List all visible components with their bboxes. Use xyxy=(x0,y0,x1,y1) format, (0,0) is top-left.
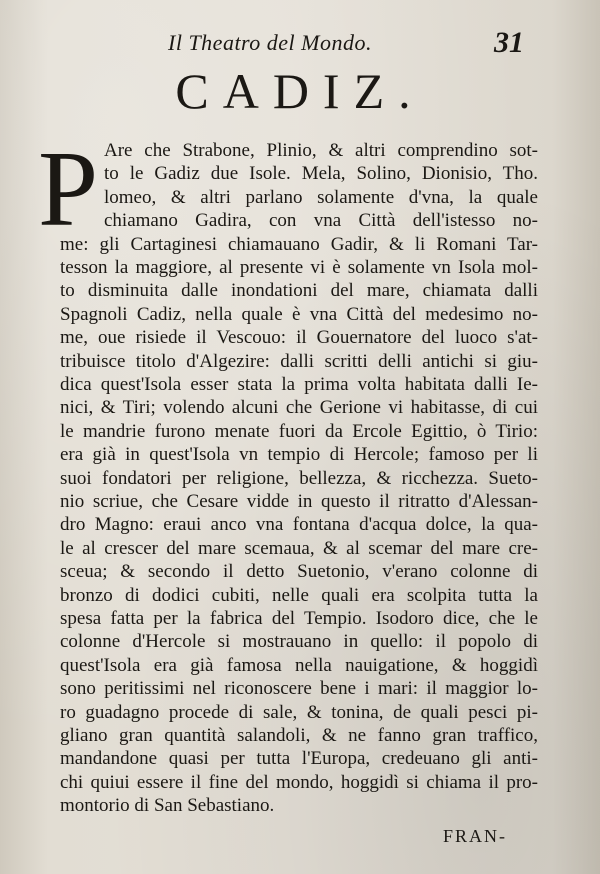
text-line: ro guadagno procede di sale, & tonina, de quali pesci pi- xyxy=(60,701,538,723)
text-line: le al crescer del mare scemaua, & al scemar del mare cre- xyxy=(60,537,538,559)
text-line: sono peritissimi nel riconoscere bene i mari: il maggior lo- xyxy=(60,678,538,700)
text-line: to le Gadiz due Isole. Mela, Solino, Dionisio, Tho. xyxy=(104,163,538,185)
drop-cap: P xyxy=(37,130,99,249)
text-line: gliano gran quantità salandoli, & ne fanno gran traffico, xyxy=(60,725,538,746)
text-line: era già in quest'Isola vn tempio di Hercole; famoso per li xyxy=(60,444,538,466)
text-line: mandandone quasi per tutta l'Europa, credeuano gli anti- xyxy=(60,748,538,770)
text-line: sceua; & secondo il detto Suetonio, v'erano colonne di xyxy=(60,561,538,583)
text-line: quest'Isola era già famosa nella nauigatione, & hoggidì xyxy=(60,654,538,676)
text-line: bronzo di dodici cubiti, nelle quali era scolpita tutta la xyxy=(60,584,538,606)
text-line: me: gli Cartaginesi chiamauano Gadir, & li Romani Tar- xyxy=(60,233,538,255)
page-number: 31 xyxy=(494,26,524,59)
text-line: nici, & Tiri; volendo alcuni che Gerione vi habitasse, di cui xyxy=(60,397,538,419)
page-title: CADIZ. xyxy=(175,63,425,119)
text-line: montorio di San Sebastiano. xyxy=(60,795,275,817)
text-line: spesa fatta per la fabrica del Tempio. Isodoro dice, che le xyxy=(60,608,538,629)
running-head: Il Theatro del Mondo. xyxy=(168,30,372,55)
text-line: tesson la maggiore, al presente vi è solamente vn Isola mol- xyxy=(60,257,538,278)
text-line: chiamano Gadira, con vna Città dell'istesso no- xyxy=(104,210,538,232)
text-line: colonne d'Hercole si mostrauano in quello: il popolo di xyxy=(60,631,538,653)
text-line: me, oue risiede il Vescouo: il Gouernatore del luoco s'at- xyxy=(60,327,538,349)
text-line: nio scriue, che Cesare vidde in questo il ritratto d'Alessan- xyxy=(60,491,538,512)
text-line: tribuisce titolo d'Algezire: dalli scritti delli antichi si giu- xyxy=(60,350,538,372)
text-line: Are che Strabone, Plinio, & altri comprendino sot- xyxy=(104,140,538,161)
text-line: chi quiui essere il fine del mondo, hoggidì si chiama il pro- xyxy=(60,771,538,793)
text-line: le mandrie furono menate fuori da Ercole Egittio, ò Tirio: xyxy=(60,420,538,442)
text-line: dro Magno: eraui anco vna fontana d'acqua dolce, la qua- xyxy=(60,514,538,536)
text-line: Spagnoli Cadiz, nella quale è vna Città del medesimo no- xyxy=(60,303,538,325)
text-line: dica quest'Isola esser stata la prima volta habitata dalli Ie- xyxy=(60,374,538,395)
text-line: suoi fondatori per religione, bellezza, & ricchezza. Sueto- xyxy=(60,467,538,489)
text-line: to disminuita dalle inondationi del mare, chiamata dalli xyxy=(60,280,538,302)
text-line: lomeo, & altri parlano solamente d'vna, la quale xyxy=(104,186,538,208)
catchword: FRAN- xyxy=(443,826,508,846)
